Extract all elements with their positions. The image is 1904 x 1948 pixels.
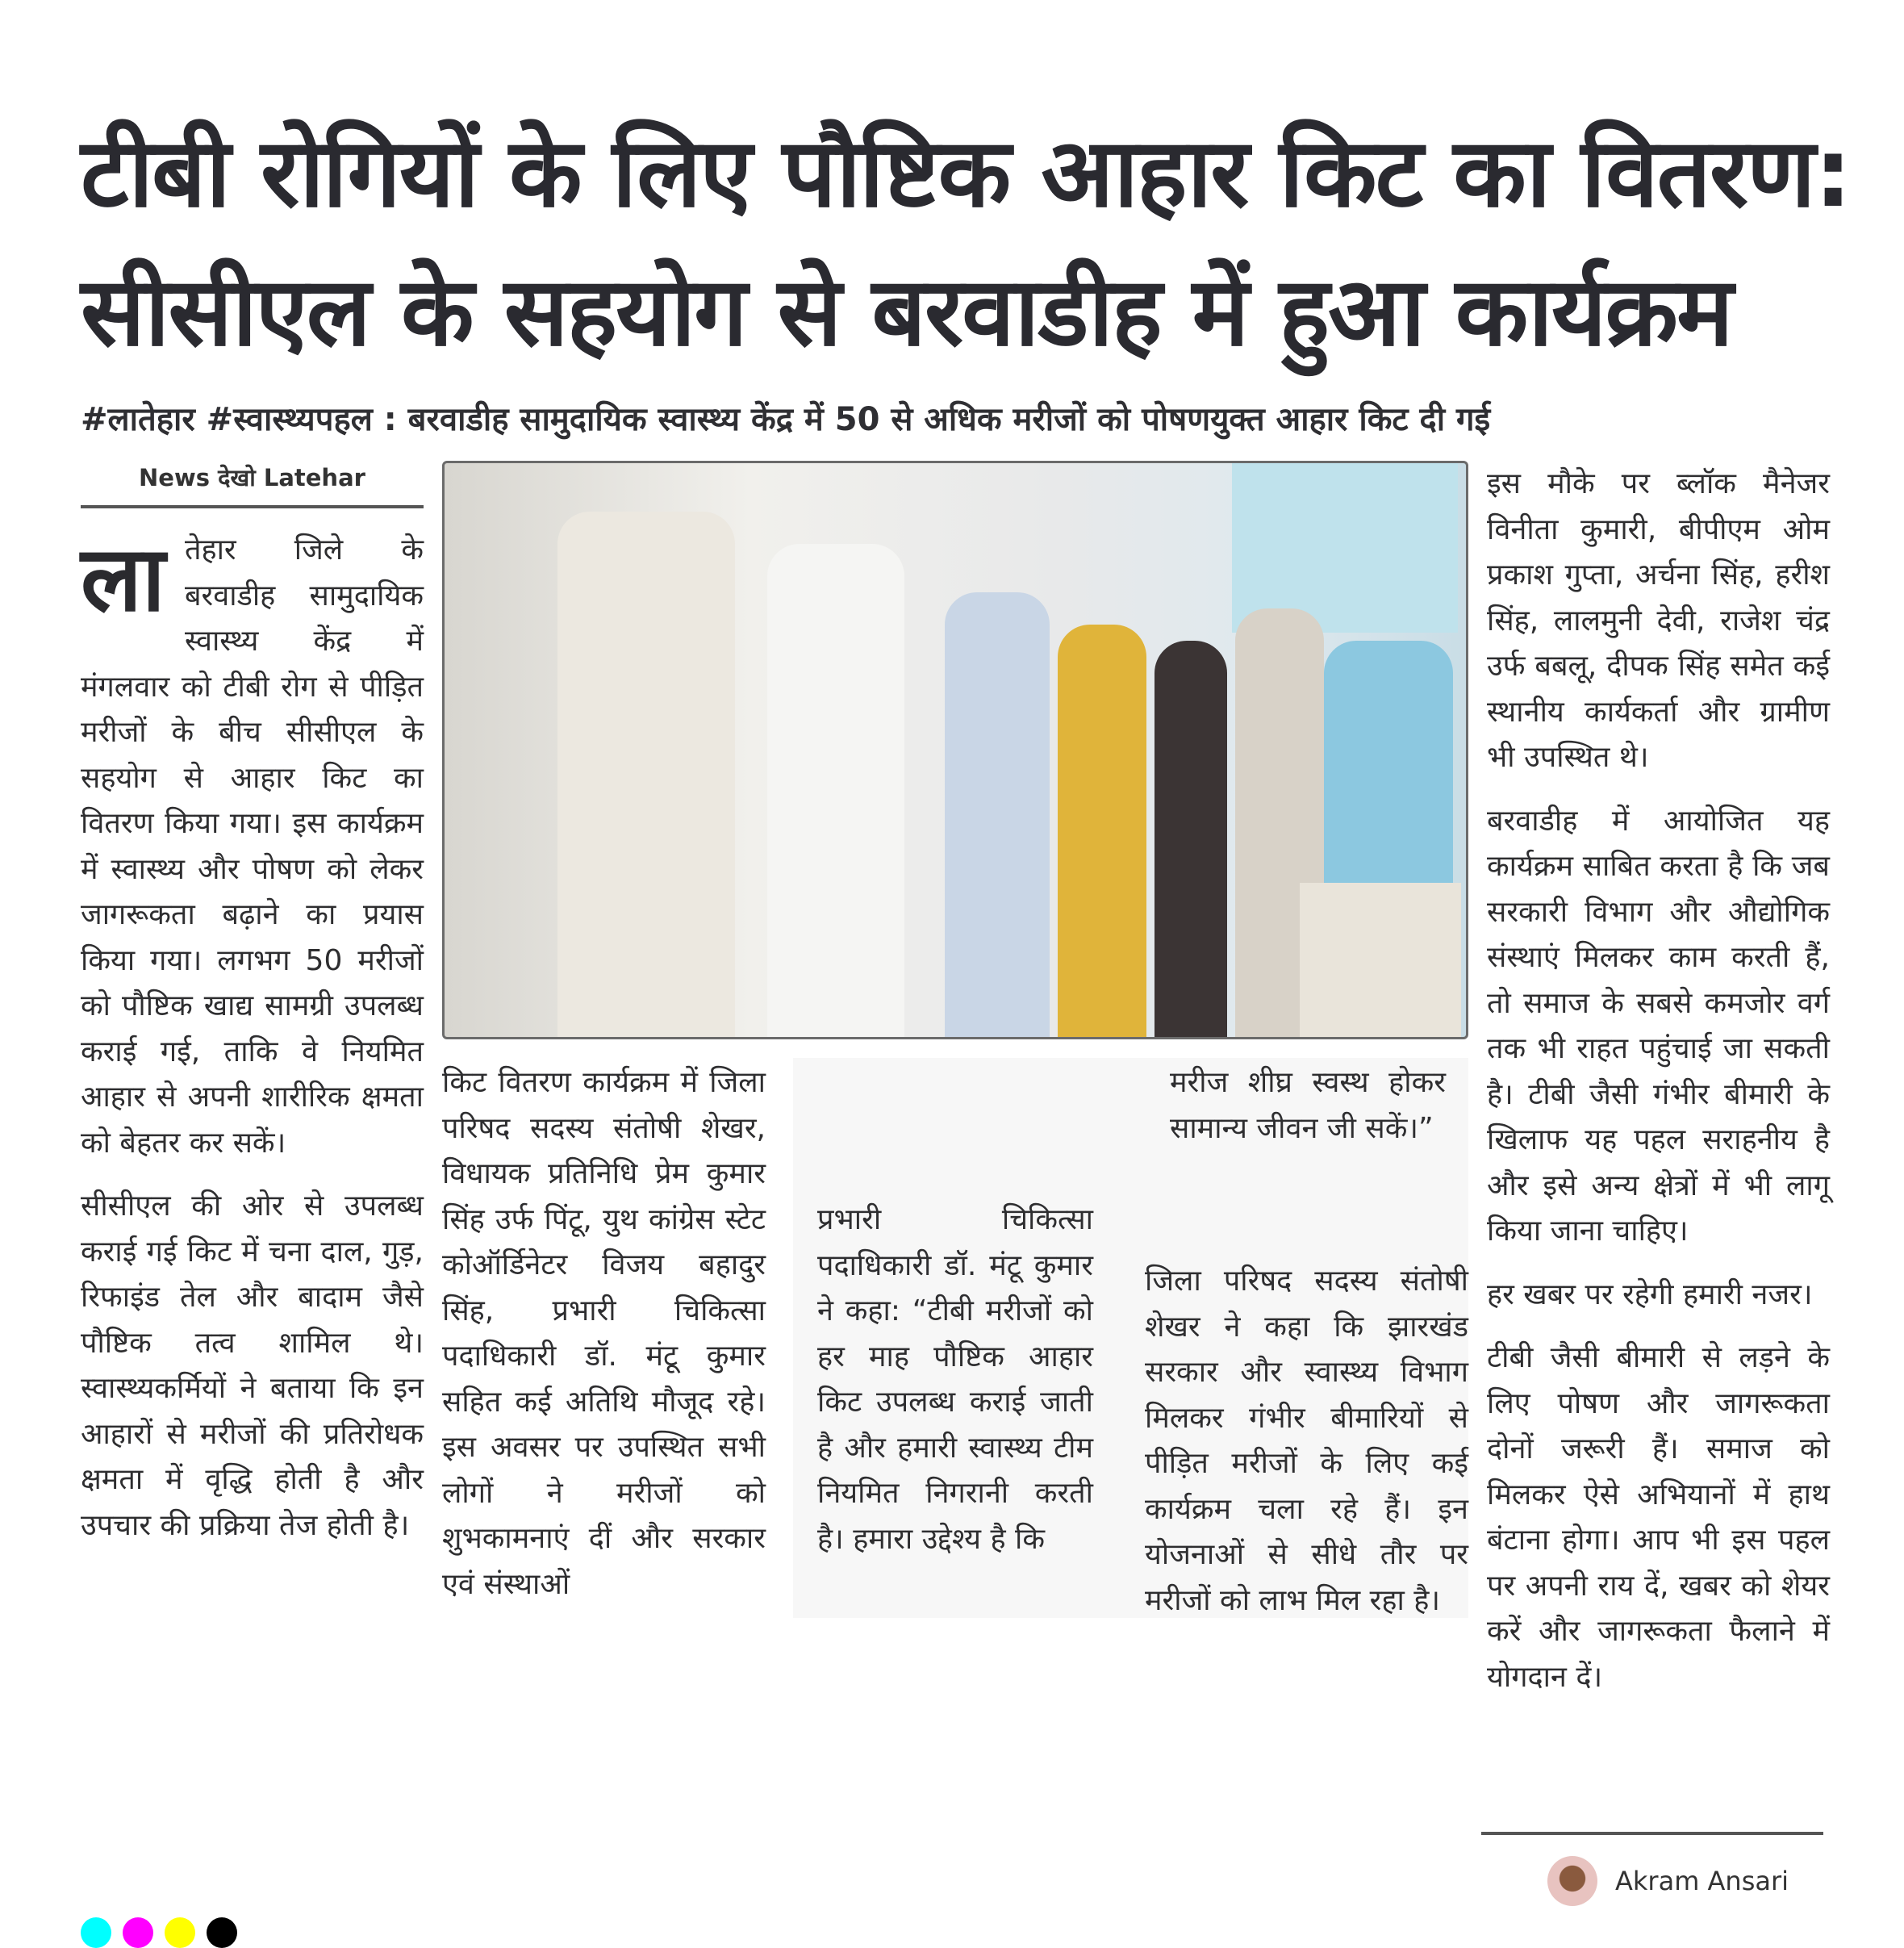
quote-column-b [1170, 1060, 1446, 1169]
person-figure [557, 512, 735, 1039]
headline-line-2: सीसीएल के सहयोग से बरवाडीह में हुआ कार्यक्रम [81, 256, 1732, 367]
author-avatar [1547, 1856, 1597, 1906]
paragraph: बरवाडीह में आयोजित यह कार्यक्रम साबित करता है कि जब सरकारी विभाग और औद्योगिक संस्थाएं मिलकर काम करती हैं, तो समाज के सबसे कमजोर वर्ग तक भी राहत पहुंचाई जा सकती है। टीबी जैसी गंभीर बीमारी के खिलाफ यह पहल सराहनीय है और इसे अन्य क्षेत्रों में भी लागू किया जाना चाहिए। [1487, 804, 1830, 1248]
column-4 [1145, 1259, 1468, 1641]
column-1 [81, 528, 424, 1566]
quote-paragraph: मरीज शीघ्र स्वस्थ होकर सामान्य जीवन जी सकें।” [1170, 1066, 1446, 1145]
author-divider [1481, 1832, 1823, 1835]
quote-column-a [817, 1198, 1093, 1580]
column-2 [442, 1060, 766, 1625]
cmyk-registration-marks [81, 1917, 237, 1948]
author-name: Akram Ansari [1615, 1866, 1789, 1896]
paragraph: इस मौके पर ब्लॉक मैनेजर विनीता कुमारी, बीपीएम ओम प्रकाश गुप्ता, अर्चना सिंह, हरीश सिंह, लालमुनी देवी, राजेश चंद्र उर्फ बबलू, दीपक सिंह समेत कई स्थानीय कार्यकर्ता और ग्रामीण भी उपस्थित थे। [1487, 467, 1830, 774]
author [1547, 1856, 1789, 1906]
poster-in-photo [1232, 463, 1458, 633]
yellow-dot [165, 1917, 195, 1948]
person-figure [1058, 625, 1146, 1039]
subtitle: #लातेहार #स्वास्थ्यपहल : बरवाडीह सामुदायिक स्वास्थ्य केंद्र में 50 से अधिक मरीजों को पोषणयुक्त आहार किट दी गई [81, 401, 1491, 438]
person-figure [1324, 641, 1453, 907]
paragraph: किट वितरण कार्यक्रम में जिला परिषद सदस्य संतोषी शेखर, विधायक प्रतिनिधि प्रेम कुमार सिंह उर्फ पिंटू, युथ कांग्रेस स्टेट कोऑर्डिनेटर विजय बहादुर सिंह, प्रभारी चिकित्सा पदाधिकारी डॉ. मंटू कुमार सहित कई अतिथि मौजूद रहे। इस अवसर पर उपस्थित सभी लोगों ने मरीजों को शुभकामनाएं दीं और सरकार एवं संस्थाओं [442, 1066, 766, 1601]
person-figure [945, 592, 1050, 1039]
person-figure [1155, 641, 1227, 1039]
headline-line-1: टीबी रोगियों के लिए पौष्टिक आहार किट का वितरण: [81, 117, 1851, 228]
byline-divider [81, 505, 424, 508]
article-photo [442, 461, 1468, 1039]
box-in-photo [1300, 883, 1461, 1039]
paragraph: जिला परिषद सदस्य संतोषी शेखर ने कहा कि झारखंड सरकार और स्वास्थ्य विभाग मिलकर गंभीर बीमारियों से पीड़ित मरीजों के लिए कई कार्यक्रम चला रहे हैं। इन योजनाओं से सीधे तौर पर मरीजों को लाभ मिल रहा है। [1145, 1265, 1468, 1617]
magenta-dot [123, 1917, 153, 1948]
headline [81, 103, 1856, 381]
black-dot [207, 1917, 237, 1948]
person-figure [767, 544, 904, 1039]
paragraph: सीसीएल की ओर से उपलब्ध कराई गई किट में चना दाल, गुड़, रिफाइंड तेल और बादाम जैसे पौष्टिक तत्व शामिल थे। स्वास्थ्यकर्मियों ने बताया कि इन आहारों से मरीजों की प्रतिरोधक क्षमता में वृद्धि होती है और उपचार की प्रक्रिया तेज होती है। [81, 1189, 424, 1542]
byline: News देखो Latehar [139, 464, 365, 491]
quote-paragraph: प्रभारी चिकित्सा पदाधिकारी डॉ. मंटू कुमार ने कहा: “टीबी मरीजों को हर माह पौष्टिक आहार किट उपलब्ध कराई जाती है और हमारी स्वास्थ्य टीम नियमित निगरानी करती है। हमारा उद्देश्य है कि [817, 1203, 1093, 1556]
drop-cap: ला [81, 527, 165, 632]
cyan-dot [81, 1917, 111, 1948]
paragraph: टीबी जैसी बीमारी से लड़ने के लिए पोषण और जागरूकता दोनों जरूरी हैं। समाज को मिलकर ऐसे अभियानों में हाथ बंटाना होगा। आप भी इस पहल पर अपनी राय दें, खबर को शेयर करें और जागरूकता फैलाने में योगदान दें। [1487, 1341, 1830, 1694]
paragraph: तेहार जिले के बरवाडीह सामुदायिक स्वास्थ्य केंद्र में मंगलवार को टीबी रोग से पीड़ित मरीजों के बीच सीसीएल के सहयोग से आहार किट का वितरण किया गया। इस कार्यक्रम में स्वास्थ्य और पोषण को लेकर जागरूकता बढ़ाने का प्रयास किया गया। लगभग 50 मरीजों को पौष्टिक खाद्य सामग्री उपलब्ध कराई गई, ताकि वे नियमित आहार से अपनी शारीरिक क्षमता को बेहतर कर सकें। [81, 533, 424, 1160]
paragraph: हर खबर पर रहेगी हमारी नजर। [1487, 1277, 1813, 1311]
column-5 [1487, 462, 1830, 1718]
